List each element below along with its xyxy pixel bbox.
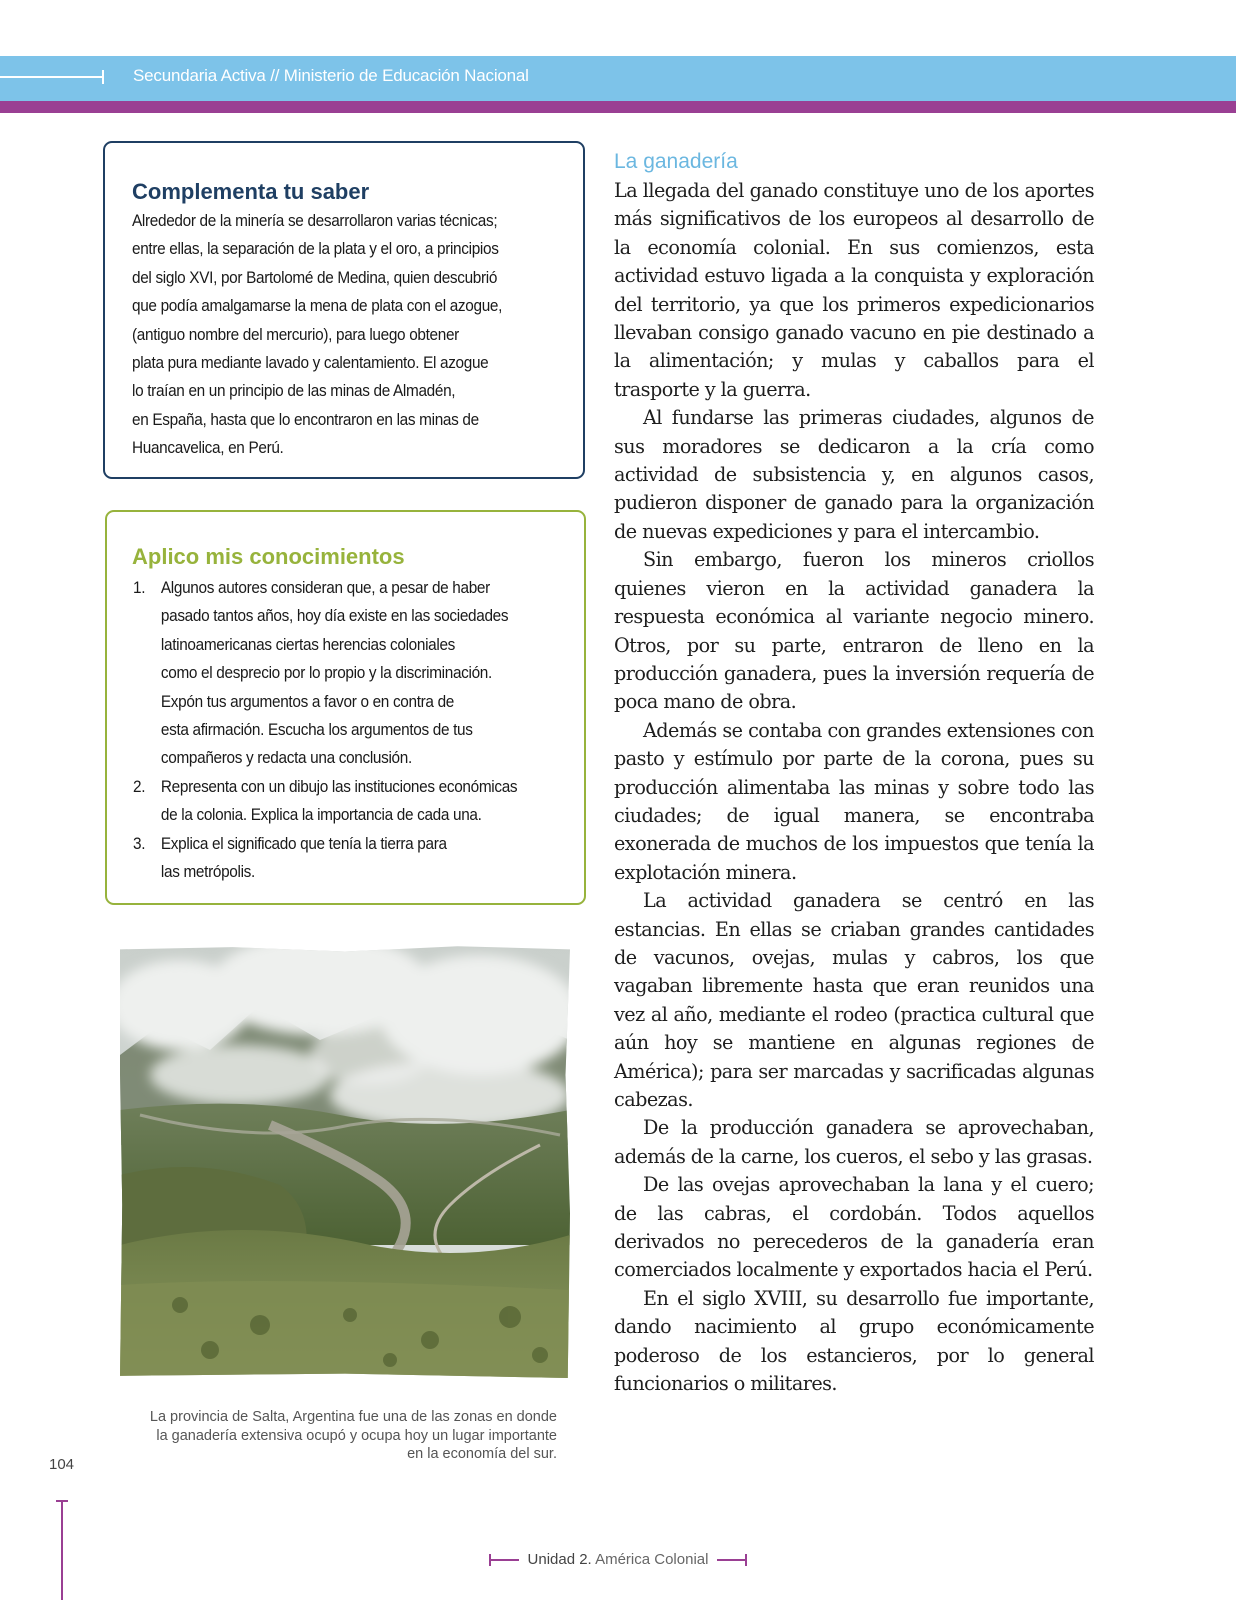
paragraph: De las ovejas aprovechaban la lana y el cuero; de las cabras, el cordobán. Todos aquellos derivados no perecederos de la ganadería eran comerciados localmente y exportados hacia el Perú. bbox=[614, 1173, 1094, 1282]
section-title: La ganadería bbox=[614, 150, 738, 173]
caption-line: la ganadería extensiva ocupó y ocupa hoy un lugar importante bbox=[156, 1427, 557, 1444]
paragraph: Sin embargo, fueron los mineros criollos quienes vieron en la actividad ganadera la respuesta económica al variante negocio minero. Otros, por su parte, entraron de lleno en la producción ganadera, pues la inversión requería de poca mano de obra. bbox=[614, 548, 1094, 714]
question-number: 2. bbox=[133, 777, 146, 796]
ganaderia-body bbox=[614, 177, 1094, 1398]
question-line: pasado tantos años, hoy día existe en las sociedades bbox=[160, 607, 509, 626]
question-line: compañeros y redacta una conclusión. bbox=[160, 749, 412, 768]
complementa-line: entre ellas, la separación de la plata y el oro, a principios bbox=[132, 240, 499, 259]
footer-rule-left bbox=[489, 1559, 519, 1561]
question-line: esta afirmación. Escucha los argumentos de tus bbox=[160, 721, 473, 740]
complementa-line: que podía amalgamarse la mena de plata con el azogue, bbox=[132, 297, 503, 316]
question-line: las metrópolis. bbox=[160, 863, 255, 882]
paragraph: La llegada del ganado constituye uno de los aportes más significativos de los europeos al desarrollo de la economía colonial. En sus comienzos, esta actividad estuvo ligada a la conquista y exploración del territorio, ya que los primeros expedicionarios llevaban consigo ganado vacuno en pie destinado a la alimentación; y mulas y caballos para el trasporte y la guerra. bbox=[614, 179, 1094, 401]
header-accent-bar bbox=[0, 101, 1236, 113]
photo-caption bbox=[120, 1408, 557, 1464]
complementa-line: (antiguo nombre del mercurio), para luego obtener bbox=[132, 325, 459, 344]
aplico-box bbox=[105, 510, 586, 905]
header-rule bbox=[0, 76, 103, 78]
complementa-line: Alrededor de la minería se desarrollaron varias técnicas; bbox=[132, 212, 498, 230]
question-line: Representa con un dibujo las instituciones económicas bbox=[160, 777, 518, 796]
footer bbox=[0, 1551, 1236, 1568]
margin-rule bbox=[61, 1500, 63, 1600]
aplico-title: Aplico mis conocimientos bbox=[132, 544, 405, 569]
question-number: 3. bbox=[133, 834, 146, 853]
unit-name: América Colonial bbox=[595, 1551, 709, 1568]
paragraph: De la producción ganadera se aprovechaban, además de la carne, los cueros, el sebo y las grasas. bbox=[614, 1116, 1094, 1168]
complementa-line: lo traían en un principio de las minas de Almadén, bbox=[132, 382, 456, 401]
header-rule-tick bbox=[102, 70, 104, 84]
complementa-title: Complementa tu saber bbox=[132, 179, 370, 204]
question-line: Algunos autores consideran que, a pesar de haber bbox=[160, 579, 490, 597]
complementa-box bbox=[103, 141, 585, 479]
question-line: latinoamericanas ciertas herencias coloniales bbox=[160, 635, 456, 654]
question-line: Explica el significado que tenía la tierra para bbox=[160, 834, 447, 853]
complementa-line: Huancavelica, en Perú. bbox=[132, 439, 284, 458]
paragraph: La actividad ganadera se centró en las estancias. En ellas se criaban grandes cantidades de vacunos, ovejas, mulas y cabros, los que vagaban libremente hasta que eran reunidos una vez al año, mediante el rodeo (practica cultural que aún hoy se mantiene en algunas regiones de América); para ser marcadas y sacrificadas algunas cabezas. bbox=[614, 889, 1094, 1111]
question-item bbox=[133, 574, 517, 773]
caption-line: La provincia de Salta, Argentina fue una de las zonas en donde bbox=[149, 1409, 557, 1425]
complementa-text bbox=[132, 207, 502, 463]
salta-landscape-photo bbox=[120, 945, 570, 1378]
caption-line: en la economía del sur. bbox=[407, 1446, 557, 1462]
footer-rule-right bbox=[717, 1559, 747, 1561]
question-line: de la colonia. Explica la importancia de cada una. bbox=[160, 806, 482, 825]
paragraph: Al fundarse las primeras ciudades, algunos de sus moradores se dedicaron a la cría como actividad de subsistencia y, en algunos casos, pudieron disponer de ganado para la organización de nuevas expediciones y para el intercambio. bbox=[614, 406, 1094, 543]
complementa-line: plata pura mediante lavado y calentamiento. El azogue bbox=[132, 354, 489, 373]
question-number: 1. bbox=[133, 579, 146, 597]
page-number: 104 bbox=[49, 1456, 75, 1473]
header-title: Secundaria Activa // Ministerio de Educación Nacional bbox=[133, 66, 529, 85]
question-line: Expón tus argumentos a favor o en contra de bbox=[160, 692, 454, 711]
question-item bbox=[133, 773, 517, 830]
question-line: como el desprecio por lo propio y la discriminación. bbox=[160, 664, 492, 683]
unit-label: Unidad 2. bbox=[527, 1551, 592, 1568]
complementa-line: del siglo XVI, por Bartolomé de Medina, quien descubrió bbox=[132, 268, 498, 287]
complementa-line: en España, hasta que lo encontraron en las minas de bbox=[132, 410, 479, 429]
paragraph: En el siglo XVIII, su desarrollo fue importante, dando nacimiento al grupo económicamente poderoso de los estancieros, por lo general funcionarios o militares. bbox=[614, 1286, 1094, 1396]
question-item bbox=[133, 830, 517, 887]
paragraph: Además se contaba con grandes extensiones con pasto y estímulo por parte de la corona, pues su producción alimentaba las minas y sobre todo las ciudades; de igual manera, se encontraba exonerada de muchos de los impuestos que tenía la explotación minera. bbox=[614, 718, 1094, 884]
aplico-list bbox=[133, 574, 517, 886]
